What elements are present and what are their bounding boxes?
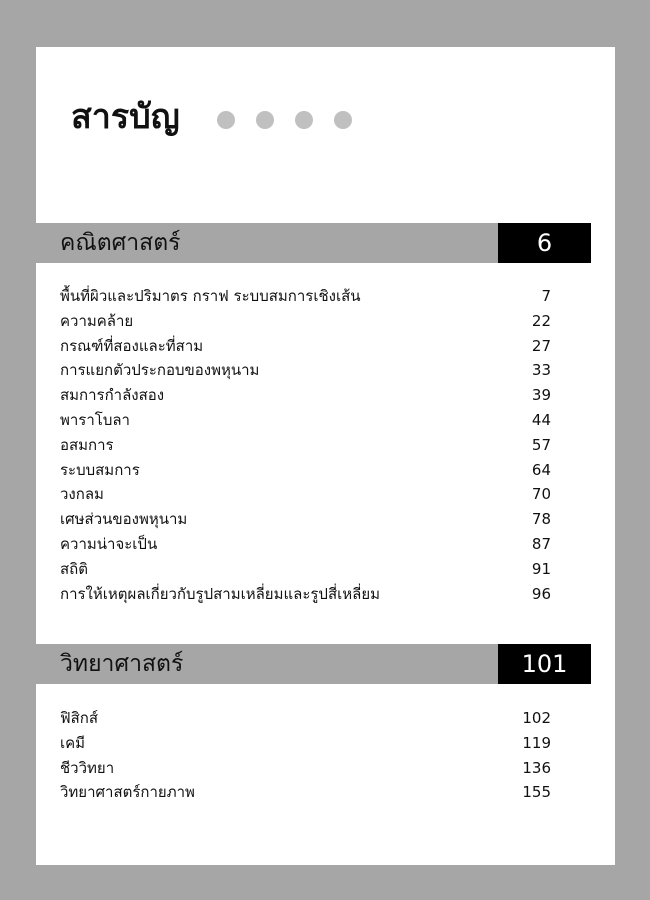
toc-entry-label: ความน่าจะเป็น [60,534,158,553]
toc-entry-label: ความคล้าย [60,311,134,330]
toc-entry[interactable] [60,482,551,507]
section-header-science [36,644,591,684]
section-page-number: 101 [498,644,591,684]
toc-entry-page: 119 [522,733,551,752]
toc-entry[interactable] [60,756,551,781]
toc-entry[interactable] [60,358,551,383]
toc-entry-page: 91 [531,559,551,578]
toc-entry[interactable] [60,458,551,483]
toc-entry[interactable] [60,780,551,805]
section-page-number: 6 [498,223,591,263]
toc-entry-label: พื้นที่ผิวและปริมาตร กราฟ ระบบสมการเชิงเส้น [60,287,361,305]
toc-entry-label: สถิติ [60,559,88,578]
toc-entry-label: วงกลม [60,485,104,504]
toc-entry[interactable] [60,433,551,458]
toc-entry[interactable] [60,532,551,557]
section-title: วิทยาศาสตร์ [60,651,184,677]
document-page [36,47,615,865]
toc-entry-page: 87 [531,534,551,553]
toc-entry-page: 39 [531,386,551,405]
toc-entry-page: 64 [531,460,551,479]
toc-entry-label: พาราโบลา [60,410,130,429]
toc-entry-page: 102 [522,709,551,727]
toc-entry[interactable] [60,557,551,582]
toc-entry[interactable] [60,284,551,309]
toc-entry-label: การแยกตัวประกอบของพหุนาม [60,361,260,380]
toc-entry[interactable] [60,582,551,607]
toc-entry-label: วิทยาศาสตร์กายภาพ [60,783,195,802]
decor-dot-icon [217,111,235,129]
toc-entry-label: เคมี [60,733,86,752]
decor-dot-icon [334,111,352,129]
toc-list-science [60,706,551,805]
page-title: สารบัญ [71,97,180,137]
toc-entry-page: 44 [531,410,551,429]
toc-entry[interactable] [60,408,551,433]
decor-dot-icon [295,111,313,129]
toc-entry-page: 96 [531,584,551,603]
toc-entry-label: ชีววิทยา [60,758,115,777]
toc-entry[interactable] [60,334,551,359]
toc-entry-page: 70 [531,485,551,504]
toc-entry[interactable] [60,309,551,334]
decor-dot-icon [256,111,274,129]
section-title: คณิตศาสตร์ [60,230,181,256]
toc-entry-label: สมการกำลังสอง [60,386,165,405]
toc-entry-label: ฟิสิกส์ [60,709,99,727]
toc-entry-label: กรณฑ์ที่สองและที่สาม [60,336,204,355]
toc-entry[interactable] [60,383,551,408]
toc-entry-label: อสมการ [60,435,114,454]
toc-list-math [60,284,551,606]
title-decoration [217,111,352,129]
toc-entry-page: 7 [541,287,551,305]
toc-entry-page: 136 [522,758,551,777]
toc-entry[interactable] [60,706,551,731]
toc-entry-page: 22 [531,311,551,330]
section-header-math [36,223,591,263]
toc-entry-page: 57 [531,435,551,454]
toc-entry-page: 33 [531,361,551,380]
toc-entry-page: 27 [531,336,551,355]
toc-entry-label: เศษส่วนของพหุนาม [60,510,188,529]
toc-entry-page: 78 [531,510,551,529]
toc-entry[interactable] [60,731,551,756]
toc-entry[interactable] [60,507,551,532]
toc-entry-label: ระบบสมการ [60,460,140,479]
toc-entry-label: การให้เหตุผลเกี่ยวกับรูปสามเหลี่ยมและรูปสี่เหลี่ยม [60,584,380,603]
toc-entry-page: 155 [522,783,551,802]
